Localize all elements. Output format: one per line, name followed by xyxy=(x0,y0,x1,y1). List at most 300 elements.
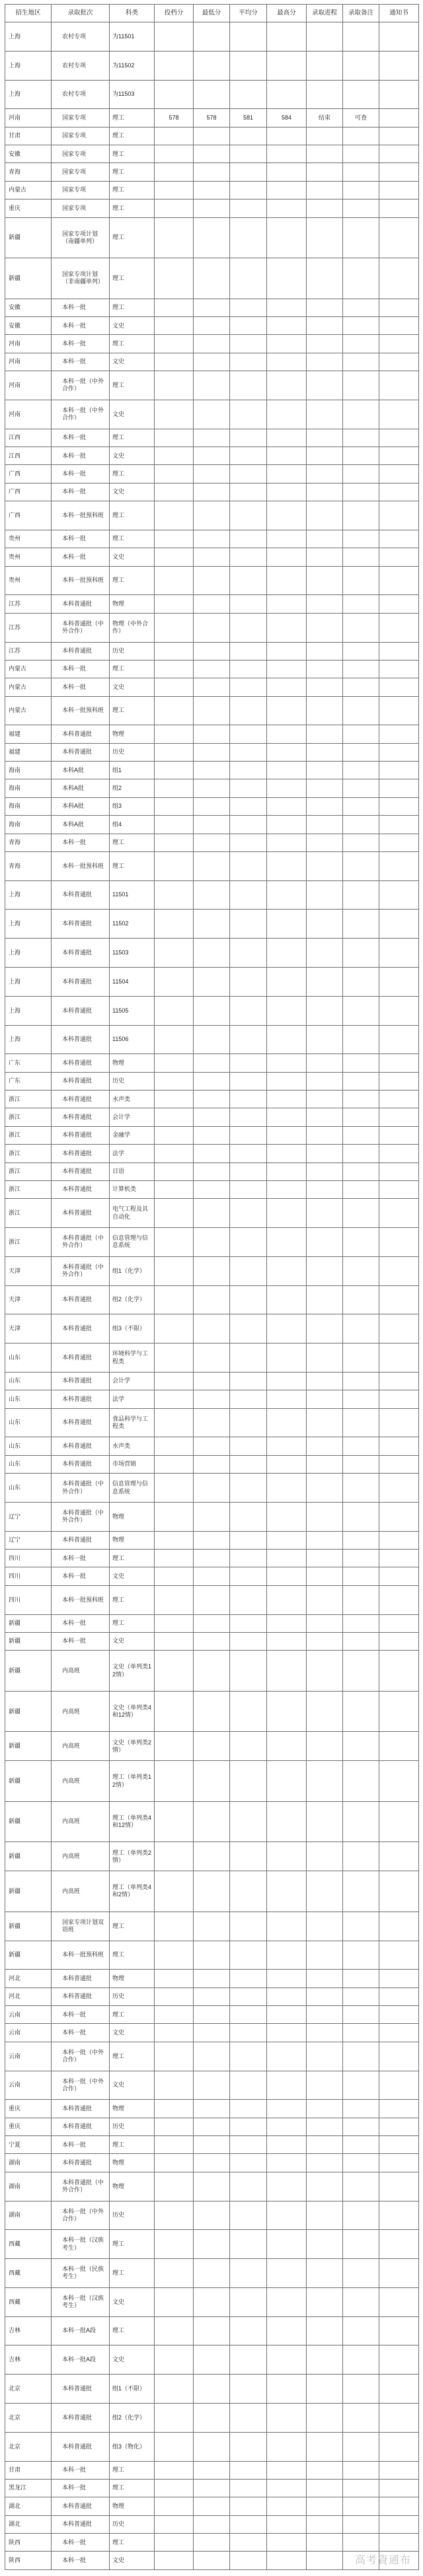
table-cell xyxy=(307,317,343,335)
table-cell: 文史 xyxy=(110,2552,155,2569)
table-cell xyxy=(267,566,307,595)
table-cell xyxy=(343,613,379,642)
table-cell: 本科普通批（中外合作） xyxy=(52,2172,110,2201)
table-cell xyxy=(194,127,230,145)
table-cell: 浙江 xyxy=(5,1180,52,1198)
table-cell xyxy=(230,163,267,181)
table-cell xyxy=(307,1314,343,1343)
table-cell xyxy=(307,1343,343,1373)
table-cell: 文史（单列类2情） xyxy=(110,1732,155,1761)
table-cell xyxy=(155,725,194,743)
table-row xyxy=(5,1228,419,1257)
table-cell xyxy=(379,1550,419,1567)
table-cell xyxy=(379,834,419,851)
table-cell: 本科普通批 xyxy=(52,1531,110,1549)
table-cell xyxy=(155,1025,194,1054)
table-cell xyxy=(343,2316,379,2345)
table-cell xyxy=(343,910,379,939)
table-cell xyxy=(194,1091,230,1108)
table-cell: 本科普通批 xyxy=(52,1054,110,1072)
table-cell: 本科普通批 xyxy=(52,2100,110,2118)
table-cell xyxy=(267,22,307,52)
table-cell xyxy=(267,910,307,939)
table-cell: 理工 xyxy=(110,1550,155,1567)
table-row xyxy=(5,2316,419,2345)
table-cell xyxy=(155,2006,194,2024)
table-cell xyxy=(343,1408,379,1437)
table-cell xyxy=(379,2375,419,2404)
table-cell xyxy=(194,1502,230,1531)
table-cell: 理工 xyxy=(110,1941,155,1970)
table-row xyxy=(5,2287,419,2316)
table-cell xyxy=(267,2259,307,2288)
table-cell xyxy=(307,2403,343,2432)
table-cell xyxy=(267,2432,307,2461)
table-cell xyxy=(155,501,194,530)
table-cell xyxy=(267,2100,307,2118)
table-cell: 本科一批 xyxy=(52,2479,110,2497)
table-cell xyxy=(343,1180,379,1198)
table-cell xyxy=(230,181,267,199)
table-cell xyxy=(267,2287,307,2316)
table-cell xyxy=(307,181,343,199)
table-cell: 上海 xyxy=(5,910,52,939)
table-cell xyxy=(194,2118,230,2135)
table-cell: 河南 xyxy=(5,335,52,353)
table-cell xyxy=(230,678,267,696)
table-cell xyxy=(267,145,307,163)
table-cell: 本科一批 xyxy=(52,447,110,465)
table-cell xyxy=(155,2136,194,2154)
table-cell xyxy=(379,1145,419,1163)
table-cell xyxy=(267,2497,307,2515)
table-cell xyxy=(307,642,343,660)
table-cell xyxy=(307,2071,343,2100)
table-cell xyxy=(194,939,230,968)
table-cell xyxy=(307,145,343,163)
table-cell xyxy=(343,2100,379,2118)
table-cell xyxy=(379,1054,419,1072)
table-cell xyxy=(230,1567,267,1585)
table-cell: 本科普通批 xyxy=(52,1314,110,1343)
table-cell xyxy=(267,2345,307,2375)
table-cell xyxy=(379,2461,419,2479)
table-cell: 为11503 xyxy=(110,80,155,109)
table-cell xyxy=(267,743,307,761)
table-cell: 文史 xyxy=(110,2287,155,2316)
table-cell: 青海 xyxy=(5,851,52,880)
table-cell xyxy=(307,2316,343,2345)
table-cell xyxy=(230,1531,267,1549)
table-cell xyxy=(230,2042,267,2071)
table-cell xyxy=(379,1531,419,1549)
table-cell xyxy=(194,1550,230,1567)
table-cell xyxy=(343,199,379,217)
table-cell xyxy=(230,2497,267,2515)
table-cell: 本科一批 xyxy=(52,465,110,483)
table-cell xyxy=(194,797,230,815)
table-row xyxy=(5,1054,419,1072)
table-cell: 福建 xyxy=(5,743,52,761)
table-cell xyxy=(155,2042,194,2071)
table-cell xyxy=(267,2042,307,2071)
table-cell: 本科A批 xyxy=(52,797,110,815)
table-cell: 本科普通批 xyxy=(52,968,110,997)
table-cell xyxy=(307,1531,343,1549)
table-cell xyxy=(155,2479,194,2497)
table-cell xyxy=(267,2172,307,2201)
table-cell xyxy=(230,1343,267,1373)
table-cell xyxy=(343,217,379,258)
table-cell xyxy=(343,1314,379,1343)
table-cell: 理工 xyxy=(110,2136,155,2154)
table-cell xyxy=(379,371,419,400)
table-cell xyxy=(267,1502,307,1531)
table-cell: 吉林 xyxy=(5,2316,52,2345)
table-cell: 浙江 xyxy=(5,1163,52,1180)
table-cell: 本科一批（中外合作） xyxy=(52,2042,110,2071)
table-cell: 理工 xyxy=(110,2533,155,2551)
table-cell: 广西 xyxy=(5,465,52,483)
table-cell: 本科普通批 xyxy=(52,1408,110,1437)
table-cell: 上海 xyxy=(5,1025,52,1054)
table-cell xyxy=(155,910,194,939)
table-cell xyxy=(155,1691,194,1732)
table-cell xyxy=(379,2024,419,2042)
table-cell xyxy=(343,1072,379,1090)
table-cell xyxy=(343,317,379,335)
table-cell: 理工 xyxy=(110,163,155,181)
table-cell xyxy=(267,2461,307,2479)
table-row xyxy=(5,1585,419,1614)
table-cell xyxy=(155,400,194,429)
table-cell: 本科普通批 xyxy=(52,1437,110,1455)
table-cell xyxy=(155,1651,194,1692)
table-cell xyxy=(379,779,419,797)
table-cell xyxy=(155,1343,194,1373)
table-cell xyxy=(307,1614,343,1632)
table-cell: 湖北 xyxy=(5,2497,52,2515)
column-header: 录取备注 xyxy=(343,5,379,22)
table-row xyxy=(5,779,419,797)
table-cell xyxy=(343,530,379,548)
table-cell: 本科A批 xyxy=(52,816,110,834)
table-cell: 国家专项计划双语班 xyxy=(52,1912,110,1941)
table-cell: 山东 xyxy=(5,1474,52,1503)
table-cell xyxy=(230,1474,267,1503)
table-cell xyxy=(307,465,343,483)
table-cell: 578 xyxy=(194,109,230,127)
table-cell: 新疆 xyxy=(5,217,52,258)
table-cell xyxy=(155,779,194,797)
table-cell xyxy=(379,1651,419,1692)
table-cell xyxy=(267,1531,307,1549)
table-row xyxy=(5,725,419,743)
table-cell xyxy=(194,1585,230,1614)
table-row xyxy=(5,127,419,145)
table-cell xyxy=(267,660,307,678)
table-cell xyxy=(379,1408,419,1437)
table-cell xyxy=(343,1126,379,1144)
table-cell xyxy=(230,834,267,851)
table-cell: 本科一批 xyxy=(52,2024,110,2042)
table-cell xyxy=(194,2042,230,2071)
table-cell xyxy=(155,2024,194,2042)
table-cell xyxy=(230,1651,267,1692)
table-cell: 文史 xyxy=(110,2345,155,2375)
table-cell xyxy=(267,1912,307,1941)
table-cell xyxy=(379,353,419,371)
table-cell: 广东 xyxy=(5,1054,52,1072)
table-cell xyxy=(343,2497,379,2515)
table-cell xyxy=(307,353,343,371)
table-cell xyxy=(155,1941,194,1970)
table-cell: 本科普通批 xyxy=(52,725,110,743)
table-row xyxy=(5,566,419,595)
table-cell xyxy=(230,548,267,566)
table-row xyxy=(5,1180,419,1198)
table-cell xyxy=(194,2461,230,2479)
table-cell xyxy=(155,181,194,199)
table-cell: 黑龙江 xyxy=(5,2479,52,2497)
table-cell xyxy=(194,2345,230,2375)
table-cell: 理工 xyxy=(110,696,155,725)
table-cell xyxy=(379,1987,419,2005)
table-cell xyxy=(379,1163,419,1180)
table-cell xyxy=(379,1502,419,1531)
table-cell: 本科一批（中外合作） xyxy=(52,371,110,400)
table-cell: 本科普通批 xyxy=(52,1108,110,1126)
table-cell xyxy=(379,2479,419,2497)
table-cell xyxy=(194,2432,230,2461)
table-cell: 历史 xyxy=(110,1987,155,2005)
table-cell: 文史（单列类4和12情） xyxy=(110,1691,155,1732)
table-cell xyxy=(379,566,419,595)
table-cell: 上海 xyxy=(5,939,52,968)
table-cell: 581 xyxy=(230,109,267,127)
table-cell: 山东 xyxy=(5,1390,52,1408)
table-cell xyxy=(343,2515,379,2533)
table-row xyxy=(5,2403,419,2432)
table-cell: 内高班 xyxy=(52,1691,110,1732)
table-cell xyxy=(267,696,307,725)
table-cell xyxy=(155,1567,194,1585)
table-cell: 理工 xyxy=(110,660,155,678)
table-cell xyxy=(267,1871,307,1912)
table-row xyxy=(5,109,419,127)
column-header: 平均分 xyxy=(230,5,267,22)
table-cell xyxy=(267,642,307,660)
table-cell xyxy=(343,2172,379,2201)
table-cell xyxy=(230,1732,267,1761)
table-row xyxy=(5,2172,419,2201)
table-cell xyxy=(379,2432,419,2461)
table-cell xyxy=(230,371,267,400)
table-cell xyxy=(343,22,379,52)
table-cell xyxy=(267,834,307,851)
table-cell: 组3 xyxy=(110,797,155,815)
table-cell: 本科一批（中外合作） xyxy=(52,400,110,429)
table-cell xyxy=(230,2287,267,2316)
table-cell xyxy=(194,145,230,163)
table-cell: 本科一批（中外合作） xyxy=(52,2071,110,2100)
table-cell: 组2（化学） xyxy=(110,2403,155,2432)
table-cell: 本科一批 xyxy=(52,317,110,335)
table-cell: 理工 xyxy=(110,2259,155,2288)
table-cell xyxy=(267,1285,307,1314)
table-row xyxy=(5,181,419,199)
table-cell xyxy=(343,1987,379,2005)
table-cell xyxy=(155,1091,194,1108)
table-cell xyxy=(155,1163,194,1180)
table-cell xyxy=(379,2403,419,2432)
table-row xyxy=(5,1091,419,1108)
table-cell xyxy=(155,1126,194,1144)
table-cell: 陕西 xyxy=(5,2552,52,2569)
table-cell xyxy=(194,465,230,483)
table-cell xyxy=(194,566,230,595)
table-cell: 国家专项 xyxy=(52,163,110,181)
table-cell: 理工 xyxy=(110,299,155,316)
table-cell xyxy=(194,1651,230,1692)
table-cell: 本科一批 xyxy=(52,548,110,566)
table-cell xyxy=(379,109,419,127)
table-cell xyxy=(230,2375,267,2404)
table-cell xyxy=(343,2201,379,2230)
table-cell xyxy=(307,2006,343,2024)
table-row xyxy=(5,1970,419,1987)
table-cell xyxy=(343,181,379,199)
table-cell xyxy=(267,1567,307,1585)
table-cell xyxy=(343,2533,379,2551)
table-row xyxy=(5,1072,419,1090)
table-cell xyxy=(230,530,267,548)
table-cell xyxy=(343,1256,379,1285)
table-cell xyxy=(155,127,194,145)
table-cell xyxy=(307,2024,343,2042)
table-cell: 上海 xyxy=(5,968,52,997)
table-cell xyxy=(155,1228,194,1257)
table-cell: 安徽 xyxy=(5,317,52,335)
table-cell xyxy=(343,762,379,779)
table-cell: 新疆 xyxy=(5,1912,52,1941)
table-cell: 江西 xyxy=(5,429,52,447)
table-cell xyxy=(343,2287,379,2316)
table-cell xyxy=(307,2042,343,2071)
table-cell xyxy=(267,1474,307,1503)
table-cell xyxy=(307,51,343,80)
table-cell: 理工 xyxy=(110,1585,155,1614)
table-cell xyxy=(194,1408,230,1437)
table-cell xyxy=(307,335,343,353)
table-cell: 浙江 xyxy=(5,1108,52,1126)
table-cell xyxy=(307,1871,343,1912)
table-cell xyxy=(379,1072,419,1090)
table-cell xyxy=(194,1987,230,2005)
table-cell xyxy=(307,1970,343,1987)
table-cell xyxy=(155,2345,194,2375)
table-cell xyxy=(379,678,419,696)
table-cell xyxy=(343,371,379,400)
table-cell xyxy=(343,1025,379,1054)
table-cell xyxy=(194,2375,230,2404)
table-row xyxy=(5,317,419,335)
table-cell xyxy=(267,1199,307,1228)
table-cell xyxy=(307,1632,343,1650)
table-row xyxy=(5,2100,419,2118)
table-row xyxy=(5,2259,419,2288)
table-cell xyxy=(379,400,419,429)
table-cell xyxy=(343,2259,379,2288)
table-cell: 为11502 xyxy=(110,51,155,80)
table-cell: 广西 xyxy=(5,483,52,501)
table-cell xyxy=(155,447,194,465)
table-cell: 文史 xyxy=(110,678,155,696)
table-cell xyxy=(155,429,194,447)
table-cell xyxy=(230,1632,267,1650)
table-cell: 会计学 xyxy=(110,1108,155,1126)
table-cell xyxy=(267,968,307,997)
table-cell: 农村专项 xyxy=(52,51,110,80)
table-cell xyxy=(379,1585,419,1614)
table-cell: 物理 xyxy=(110,2154,155,2172)
column-header: 招生地区 xyxy=(5,5,52,22)
table-cell xyxy=(155,2432,194,2461)
table-cell xyxy=(230,2552,267,2569)
table-cell xyxy=(155,660,194,678)
table-cell: 理工 xyxy=(110,127,155,145)
table-cell xyxy=(194,2100,230,2118)
table-cell: 内高班 xyxy=(52,1651,110,1692)
table-row xyxy=(5,199,419,217)
table-cell xyxy=(155,548,194,566)
table-cell xyxy=(379,1632,419,1650)
table-cell xyxy=(379,2006,419,2024)
table-cell xyxy=(379,880,419,910)
table-cell xyxy=(230,660,267,678)
table-cell xyxy=(230,51,267,80)
table-cell xyxy=(155,696,194,725)
table-cell xyxy=(267,199,307,217)
table-row xyxy=(5,880,419,910)
table-cell xyxy=(155,762,194,779)
table-cell xyxy=(194,595,230,613)
table-cell xyxy=(379,1912,419,1941)
table-cell xyxy=(307,743,343,761)
table-cell xyxy=(194,400,230,429)
table-cell xyxy=(267,1025,307,1054)
table-cell xyxy=(230,1180,267,1198)
table-cell xyxy=(343,968,379,997)
table-cell xyxy=(267,2515,307,2533)
table-cell: 湖北 xyxy=(5,2515,52,2533)
table-row xyxy=(5,163,419,181)
table-cell xyxy=(194,996,230,1025)
table-cell xyxy=(230,2230,267,2259)
table-cell xyxy=(230,335,267,353)
table-cell xyxy=(307,80,343,109)
table-cell xyxy=(343,1842,379,1871)
table-cell xyxy=(155,2375,194,2404)
table-cell: 本科普通批 xyxy=(52,2432,110,2461)
table-cell xyxy=(307,851,343,880)
table-cell xyxy=(230,2006,267,2024)
table-cell xyxy=(267,1761,307,1802)
table-cell xyxy=(194,1372,230,1390)
table-cell xyxy=(194,2201,230,2230)
table-cell xyxy=(194,1531,230,1549)
table-row xyxy=(5,371,419,400)
